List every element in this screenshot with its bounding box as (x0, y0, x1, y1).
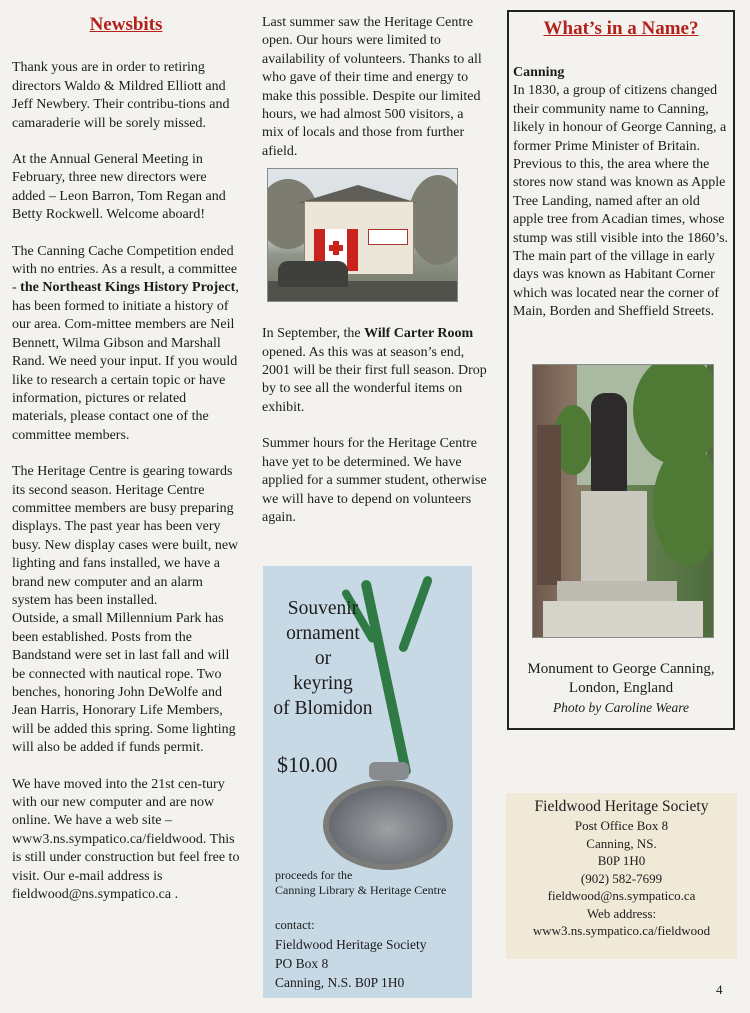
ad-price: $10.00 (277, 752, 338, 777)
ad-contact (275, 916, 426, 992)
newsbits-paragraph-millennium-park: Outside, a small Millennium Park has been established. Posts from the Bandstand were set in last fall and will be connected with nautical rope. Two benches, honoring John DeWolfe and Jean Harris, Honorary Life Members, will be added this spring. Some lighting will also be added if funds permit. (12, 611, 236, 756)
photo-credit: Photo by Caroline Weare (552, 700, 690, 715)
society-phone: (902) 582-7699 (580, 870, 663, 886)
heritage-centre-photo (267, 168, 458, 302)
summer-hours-paragraph: Summer hours for the Heritage Centre have yet to be determined. We have applied for a summer student, otherwise we will have to depend on volunteers again. (262, 436, 487, 525)
society-address-line: Post Office Box 8 (574, 818, 669, 833)
history-project-text-after: , has been formed to initiate a history of our area. Com-mittee members are Neil Bennett, Wilma Gibson and Marshall Rand. We need your input. If you would like to research a certain topic or have information, pictures or related materials, please contact one of the committee members. (12, 280, 239, 443)
society-web-address: www3.ns.sympatico.ca/fieldwood (532, 923, 711, 938)
wilf-carter-room-name: Wilf Carter Room (364, 326, 474, 342)
monument-caption-line: Monument to George Canning, (527, 661, 715, 677)
souvenir-ornament-ad (263, 566, 472, 998)
society-web-label: Web address: (586, 905, 657, 921)
monument-caption (509, 660, 733, 717)
ad-proceeds (275, 868, 446, 898)
society-name: Fieldwood Heritage Society (534, 798, 709, 815)
ad-contact-line: Canning, N.S. B0P 1H0 (275, 975, 405, 990)
newsbits-paragraph-thanks: Thank yous are in order to retiring directors Waldo & Mildred Elliott and Jeff Newbery. Their contribu-tions and camaraderie will be sorely missed. (12, 60, 230, 131)
ad-title (267, 596, 379, 721)
heritage-centre-summer-paragraph: Last summer saw the Heritage Centre open. Our hours were limited to availability of volunteers. Thanks to all who gave of their time and energy to make this possible. Despite our limited hours, we had almost 500 visitors, a mix of locals and those from further afield. (262, 15, 482, 159)
ad-title-line: ornament (286, 623, 360, 644)
society-address-line: Canning, NS. (586, 835, 657, 851)
ad-title-line: keyring (293, 673, 353, 694)
statue-icon (591, 393, 627, 493)
canning-history-text: In 1830, a group of citizens changed their community name to Canning, likely in honour of George Canning, a former Prime Minister of Britain. Previous to this, the area where the stores now stand was known as Apple Tree Landing, named after an old apple tree from Acadian times, whose stump was still visible into the 1860’s. The main part of the village in early days was known as Habitant Corner which was located near the corner of Main, Borden and Sheffield Streets. (513, 83, 729, 320)
history-project-name: the Northeast Kings History Project (20, 280, 236, 296)
george-canning-monument-photo (532, 364, 714, 638)
ad-title-line: or (314, 648, 332, 669)
society-email: fieldwood@ns.sympatico.ca (547, 888, 696, 903)
newsbits-column (12, 16, 240, 922)
wilf-carter-text-before: In September, the (262, 326, 365, 342)
wilf-carter-paragraph (262, 325, 488, 417)
newsbits-paragraph-agm: At the Annual General Meeting in February, three new directors were added – Leon Barron, Tom Regan and Betty Rockwell. Welcome aboard! (12, 152, 226, 223)
society-address-line: B0P 1H0 (597, 853, 646, 868)
wilf-carter-text-after: opened. As this was at season’s end, 2001 will be their first full season. Drop by to see all the wonderful items on exhibit. (262, 344, 487, 415)
ad-contact-label: contact: (275, 918, 315, 932)
ad-proceeds-line: proceeds for the (275, 868, 353, 882)
whats-in-a-name-title: What’s in a Name? (543, 18, 699, 39)
newsbits-paragraph-history-project (12, 243, 240, 445)
ornament-clasp-icon (369, 762, 409, 780)
ad-proceeds-line: Canning Library & Heritage Centre (275, 883, 447, 897)
newsbits-title: Newsbits (89, 14, 163, 35)
history-project-text-before: The Canning Cache Competition ended with no entries. As a result, a committee - (12, 243, 238, 296)
newsbits-paragraph-heritage-centre: The Heritage Centre is gearing towards its second season. Heritage Centre committee members are busy preparing displays. The past year has been very busy. New display cases were built, new lighting and fans installed, we have a brand new computer and an alarm system has been installed. (12, 464, 239, 608)
blomidon-ornament-icon (323, 780, 453, 870)
ad-title-line: of Blomidon (273, 698, 373, 719)
page-number: 4 (716, 982, 723, 997)
canning-subtitle: Canning (513, 65, 565, 80)
monument-caption-line: London, England (568, 680, 674, 696)
ad-title-line: Souvenir (287, 598, 359, 619)
ad-contact-line: Fieldwood Heritage Society (275, 937, 427, 952)
newsbits-paragraph-online: We have moved into the 21st cen-tury with our new computer and are now online. We have a web site – www3.ns.sympatico.ca/fieldwood. This is still under construction but feel free to visit. Our e-mail address is fieldwood@ns.sympatico.ca . (12, 776, 240, 903)
ad-contact-line: PO Box 8 (275, 956, 329, 971)
society-address-box (506, 793, 737, 959)
